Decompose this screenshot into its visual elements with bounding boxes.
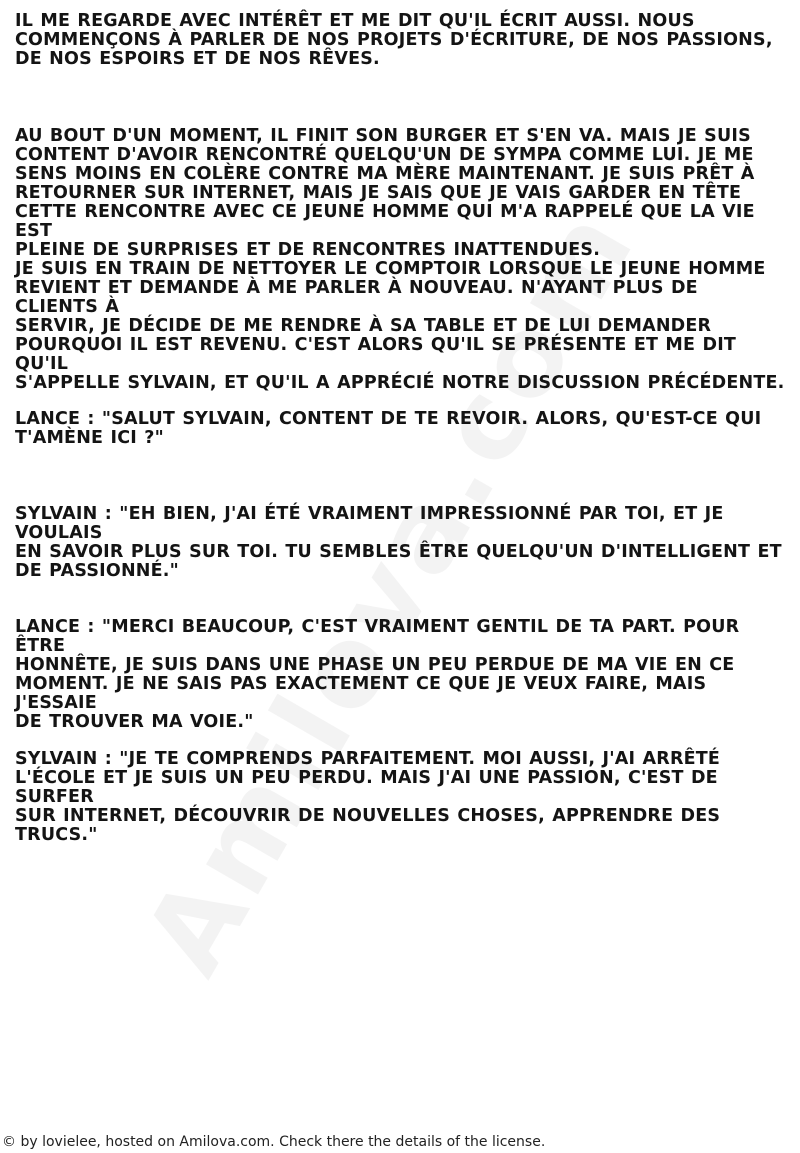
dialogue-sylvain-1: SYLVAIN : "EH BIEN, J'AI ÉTÉ VRAIMENT IMPRESSIONNÉ PAR TOI, ET JE VOULAIS EN SAVOIR PLUS SUR TOI. TU SEMBLES ÊTRE QUELQU'UN D'INTELLIGENT ET DE PASSIONNÉ." <box>15 504 782 581</box>
dialogue-lance-2: LANCE : "MERCI BEAUCOUP, C'EST VRAIMENT GENTIL DE TA PART. POUR ÊTRE HONNÊTE, JE SUIS DANS UNE PHASE UN PEU PERDUE DE MA VIE EN CE MOMENT. JE NE SAIS PAS EXACTEMENT CE QUE JE VEUX FAIRE, MAIS J'ESSAIE DE TROUVER MA VOIE." <box>15 617 740 732</box>
license-footer: © by lovielee, hosted on Amilova.com. Check there the details of the license. <box>2 1134 546 1150</box>
paragraph-1: IL ME REGARDE AVEC INTÉRÊT ET ME DIT QU'IL ÉCRIT AUSSI. NOUS COMMENÇONS À PARLER DE NOS PROJETS D'ÉCRITURE, DE NOS PASSIONS, DE NOS ESPOIRS ET DE NOS RÊVES. <box>15 11 773 69</box>
dialogue-lance-1: LANCE : "SALUT SYLVAIN, CONTENT DE TE REVOIR. ALORS, QU'EST-CE QUI T'AMÈNE ICI ?" <box>15 409 762 448</box>
dialogue-sylvain-2: SYLVAIN : "JE TE COMPRENDS PARFAITEMENT. MOI AUSSI, J'AI ARRÊTÉ L'ÉCOLE ET JE SUIS UN PEU PERDU. MAIS J'AI UNE PASSION, C'EST DE SURFER SUR INTERNET, DÉCOUVRIR DE NOUVELLES CHOSES, APPRENDRE DES TRUCS." <box>15 749 721 845</box>
paragraph-2: AU BOUT D'UN MOMENT, IL FINIT SON BURGER ET S'EN VA. MAIS JE SUIS CONTENT D'AVOIR RENCONTRÉ QUELQU'UN DE SYMPA COMME LUI. JE ME SENS MOINS EN COLÈRE CONTRE MA MÈRE MAINTENANT. JE SUIS PRÊT À RETOURNER SUR INTERNET, MAIS JE SAIS QUE JE VAIS GARDER EN TÊTE CETTE RENCONTRE AVEC CE JEUNE HOMME QUI M'A RAPPELÉ QUE LA VIE EST PLEINE DE SURPRISES ET DE RENCONTRES INATTENDUES. <box>15 126 755 260</box>
paragraph-3: JE SUIS EN TRAIN DE NETTOYER LE COMPTOIR LORSQUE LE JEUNE HOMME REVIENT ET DEMANDE À ME PARLER À NOUVEAU. N'AYANT PLUS DE CLIENTS À SERVIR, JE DÉCIDE DE ME RENDRE À SA TABLE ET DE LUI DEMANDER POURQUOI IL EST REVENU. C'EST ALORS QU'IL SE PRÉSENTE ET ME DIT QU'IL S'APPELLE SYLVAIN, ET QU'IL A APPRÉCIÉ NOTRE DISCUSSION PRÉCÉDENTE. <box>15 259 785 393</box>
